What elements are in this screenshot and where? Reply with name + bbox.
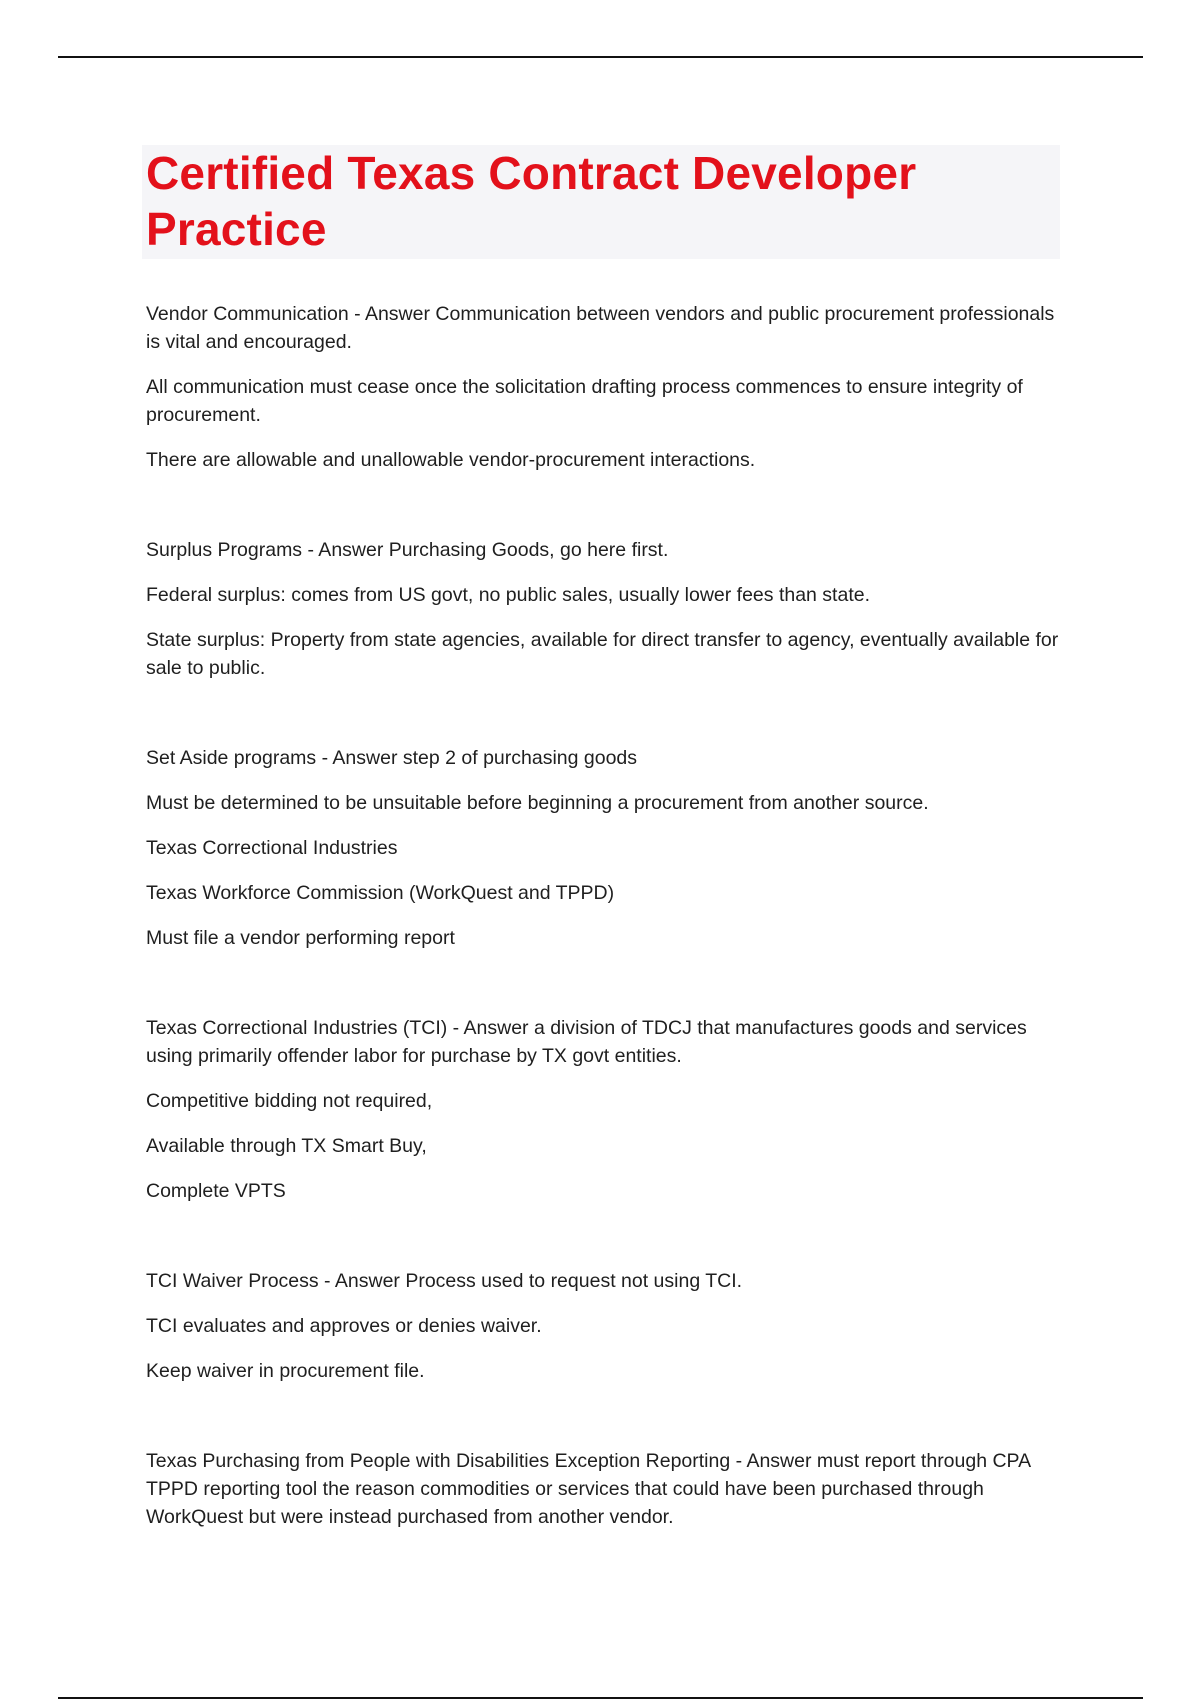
title-banner <box>142 145 1060 259</box>
entry-paragraph: Surplus Programs - Answer Purchasing Goods, go here first. <box>146 539 669 561</box>
entry-paragraph: Set Aside programs - Answer step 2 of purchasing goods <box>146 747 638 769</box>
bottom-divider <box>58 1697 1143 1699</box>
qa-entry-tci <box>146 1014 1066 1205</box>
entry-paragraph: All communication must cease once the solicitation drafting process commences to ensure integrity of procurement. <box>146 376 1023 426</box>
top-divider <box>58 56 1143 58</box>
document-body <box>146 300 1066 1593</box>
entry-paragraph: There are allowable and unallowable vendor-procurement interactions. <box>146 449 756 471</box>
qa-entry-vendor-communication <box>146 300 1066 474</box>
entry-paragraph: Must be determined to be unsuitable before beginning a procurement from another source. <box>146 792 929 814</box>
entry-paragraph: Vendor Communication - Answer Communication between vendors and public procurement professionals is vital and encouraged. <box>146 303 1055 353</box>
entry-paragraph: Texas Workforce Commission (WorkQuest and TPPD) <box>146 882 615 904</box>
entry-paragraph: State surplus: Property from state agencies, available for direct transfer to agency, eventually available for sale to public. <box>146 629 1059 679</box>
page-title: Certified Texas Contract Developer Practice <box>146 147 917 255</box>
entry-paragraph: Texas Correctional Industries <box>146 837 398 859</box>
entry-paragraph: TCI evaluates and approves or denies waiver. <box>146 1315 542 1337</box>
entry-paragraph: Complete VPTS <box>146 1180 286 1202</box>
entry-paragraph: Available through TX Smart Buy, <box>146 1135 427 1157</box>
qa-entry-tppd-exception-reporting <box>146 1447 1066 1531</box>
entry-paragraph: Texas Purchasing from People with Disabilities Exception Reporting - Answer must report through CPA TPPD reporting tool the reason commodities or services that could have been purchased through WorkQuest but were instead purchased from another vendor. <box>146 1450 1031 1528</box>
qa-entry-surplus-programs <box>146 536 1066 682</box>
qa-entry-tci-waiver <box>146 1267 1066 1385</box>
entry-paragraph: Keep waiver in procurement file. <box>146 1360 425 1382</box>
entry-paragraph: TCI Waiver Process - Answer Process used to request not using TCI. <box>146 1270 743 1292</box>
entry-paragraph: Competitive bidding not required, <box>146 1090 433 1112</box>
qa-entry-set-aside-programs <box>146 744 1066 952</box>
entry-paragraph: Texas Correctional Industries (TCI) - Answer a division of TDCJ that manufactures goods and services using primarily offender labor for purchase by TX govt entities. <box>146 1017 1027 1067</box>
entry-paragraph: Federal surplus: comes from US govt, no public sales, usually lower fees than state. <box>146 584 871 606</box>
entry-paragraph: Must file a vendor performing report <box>146 927 455 949</box>
